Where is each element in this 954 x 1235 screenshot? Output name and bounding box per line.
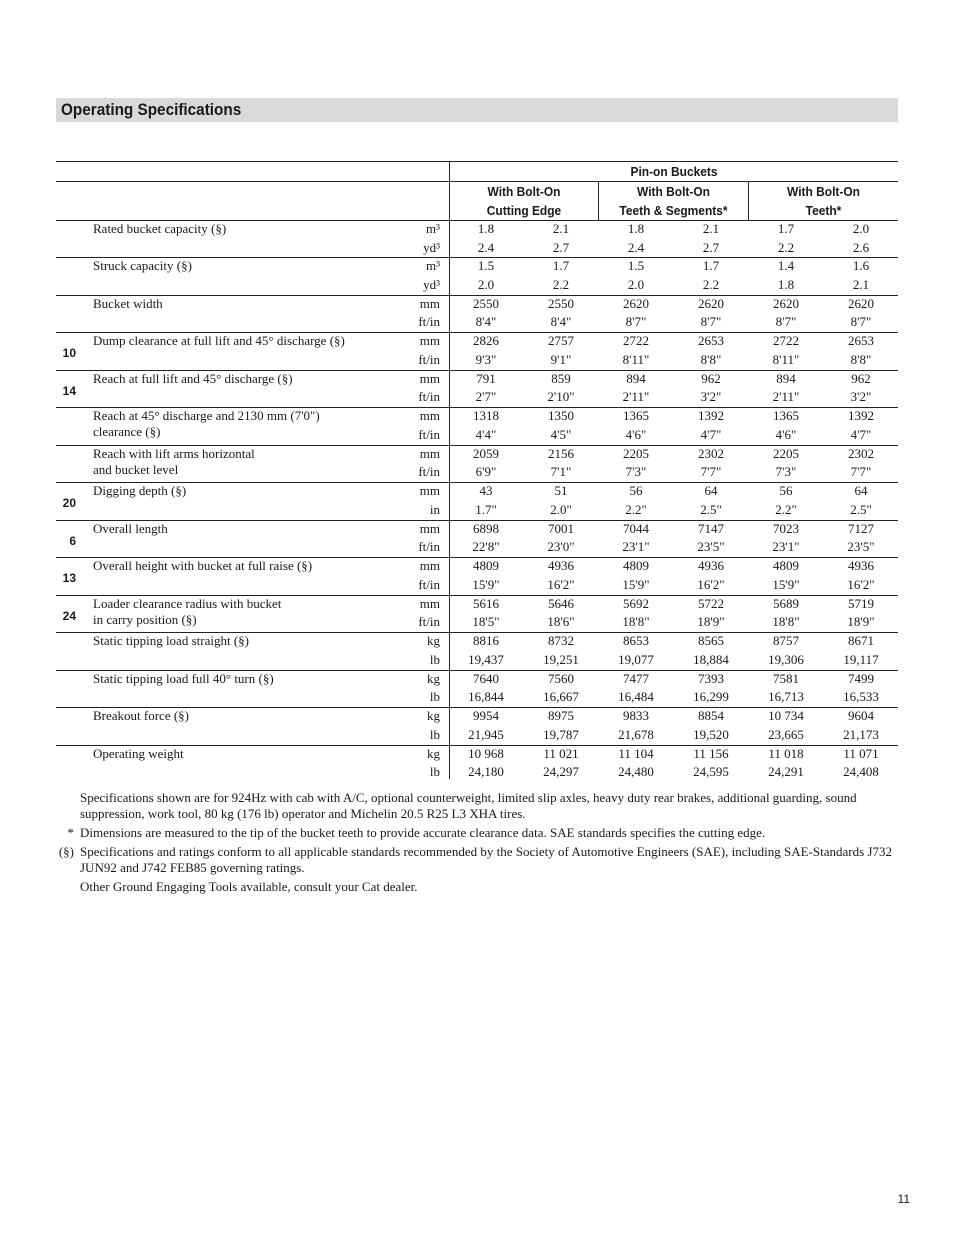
unit-label: mm bbox=[419, 370, 440, 386]
table-cell-value: 8'11" bbox=[622, 351, 650, 367]
unit-label: mm bbox=[419, 483, 440, 499]
table-cell-value: 8'8" bbox=[850, 351, 872, 367]
table-cell-value: 8854 bbox=[698, 708, 724, 724]
table-cell-value: 16'2" bbox=[547, 576, 575, 592]
table-cell-value: 8'7" bbox=[775, 314, 797, 330]
table-cell-value: 23'5" bbox=[847, 539, 875, 555]
table-cell-value: 9'3" bbox=[475, 351, 497, 367]
table-cell-value: 2.2 bbox=[552, 276, 570, 292]
table-cell-value: 8'11" bbox=[772, 351, 800, 367]
table-cell-value: 24,297 bbox=[543, 764, 579, 780]
table-cell-value: 1318 bbox=[473, 408, 499, 424]
table-cell-value: 859 bbox=[551, 370, 571, 386]
unit-label: yd³ bbox=[423, 276, 440, 292]
table-cell-value: 5689 bbox=[773, 595, 799, 611]
table-cell-value: 1.6 bbox=[852, 258, 870, 274]
table-cell-value: 19,117 bbox=[843, 651, 879, 667]
table-cell-value: 8'7" bbox=[700, 314, 722, 330]
table-cell-value: 1.8 bbox=[477, 221, 495, 236]
column-group-divider-1 bbox=[598, 181, 599, 220]
table-cell-value: 23,665 bbox=[768, 726, 804, 742]
unit-label: ft/in bbox=[418, 614, 440, 630]
table-cell-value: 8732 bbox=[548, 633, 574, 649]
column-header-cutting-edge-line2: Cutting Edge bbox=[486, 203, 562, 218]
table-cell-value: 2.5" bbox=[700, 501, 722, 517]
table-cell-value: 2.2 bbox=[702, 276, 720, 292]
table-cell-value: 894 bbox=[776, 370, 796, 386]
footnote-mark: * bbox=[67, 825, 74, 840]
table-cell-value: 7560 bbox=[548, 670, 574, 686]
table-cell-value: 7044 bbox=[623, 520, 649, 536]
unit-label: m³ bbox=[425, 258, 440, 274]
table-cell-value: 18'6" bbox=[547, 614, 575, 630]
unit-label: mm bbox=[419, 595, 440, 611]
table-cell-value: 2620 bbox=[698, 295, 724, 311]
table-cell-value: 16,299 bbox=[693, 689, 729, 705]
unit-label: ft/in bbox=[418, 539, 440, 555]
table-cell-value: 8'8" bbox=[700, 351, 722, 367]
table-cell-value: 8757 bbox=[773, 633, 799, 649]
unit-label: ft/in bbox=[418, 351, 440, 367]
unit-label: mm bbox=[419, 558, 440, 574]
table-cell-value: 2205 bbox=[773, 445, 799, 461]
table-cell-value: 5692 bbox=[623, 595, 649, 611]
unit-label: mm bbox=[419, 408, 440, 424]
table-cell-value: 1.8 bbox=[777, 276, 795, 292]
table-cell-value: 2'11" bbox=[772, 389, 800, 405]
table-cell-value: 8'7" bbox=[625, 314, 647, 330]
table-cell-value: 15'9" bbox=[472, 576, 500, 592]
table-cell-value: 1365 bbox=[623, 408, 649, 424]
table-cell-value: 7127 bbox=[848, 520, 874, 536]
unit-label: mm bbox=[419, 333, 440, 349]
table-cell-value: 2.6 bbox=[852, 239, 870, 255]
row-label: Digging depth (§) bbox=[93, 483, 187, 499]
table-cell-value: 23'1" bbox=[622, 539, 650, 555]
table-cell-value: 24,480 bbox=[618, 764, 654, 780]
footnote-section-sign bbox=[56, 844, 898, 876]
unit-label: ft/in bbox=[418, 576, 440, 592]
footnote-mark: (§) bbox=[58, 844, 74, 859]
table-cell-value: 2722 bbox=[623, 333, 649, 349]
table-cell-value: 2826 bbox=[473, 333, 499, 349]
table-cell-value: 5616 bbox=[473, 595, 499, 611]
row-label: Static tipping load full 40° turn (§) bbox=[93, 670, 274, 686]
table-cell-value: 4936 bbox=[848, 558, 874, 574]
unit-label: ft/in bbox=[418, 464, 440, 480]
table-cell-value: 7'1" bbox=[550, 464, 572, 480]
table-cell-value: 8653 bbox=[623, 633, 649, 649]
row-label: Operating weight bbox=[93, 745, 184, 761]
table-cell-value: 1.8 bbox=[627, 221, 645, 236]
table-cell-value: 8975 bbox=[548, 708, 574, 724]
dimension-reference-number: 10 bbox=[62, 346, 76, 361]
table-cell-value: 19,437 bbox=[468, 651, 504, 667]
table-cell-value: 3'2" bbox=[700, 389, 722, 405]
table-cell-value: 64 bbox=[854, 483, 868, 499]
footnote-text: Specifications and ratings conform to all applicable standards recommended by the Society of Automotive Engineers (SAE), including SAE-Standards J732 JUN92 and J742 FEB85 governing ratings. bbox=[80, 844, 892, 875]
table-cell-value: 2156 bbox=[548, 445, 574, 461]
table-cell-value: 4'5" bbox=[550, 426, 572, 442]
table-cell-value: 8'4" bbox=[550, 314, 572, 330]
table-cell-value: 16'2" bbox=[697, 576, 725, 592]
table-cell-value: 2302 bbox=[848, 445, 874, 461]
unit-label: yd³ bbox=[423, 239, 440, 255]
table-cell-value: 24,408 bbox=[843, 764, 879, 780]
table-cell-value: 7001 bbox=[548, 520, 574, 536]
table-cell-value: 7'3" bbox=[625, 464, 647, 480]
table-cell-value: 21,945 bbox=[468, 726, 504, 742]
table-cell-value: 4809 bbox=[623, 558, 649, 574]
table-cell-value: 962 bbox=[851, 370, 871, 386]
table-cell-value: 18'9" bbox=[697, 614, 725, 630]
table-cell-value: 7499 bbox=[848, 670, 874, 686]
table-cell-value: 1.7 bbox=[552, 258, 570, 274]
column-header-teeth-segments-line2: Teeth & Segments* bbox=[619, 203, 728, 218]
table-cell-value: 10 968 bbox=[468, 745, 504, 761]
table-cell-value: 2.4 bbox=[477, 239, 495, 255]
table-cell-value: 5719 bbox=[848, 595, 874, 611]
table-cell-value: 19,077 bbox=[618, 651, 654, 667]
table-cell-value: 2653 bbox=[698, 333, 724, 349]
row-label: Bucket width bbox=[93, 295, 163, 311]
column-header-cutting-edge-line1: With Bolt-On bbox=[487, 184, 561, 199]
table-cell-value: 2'10" bbox=[547, 389, 575, 405]
table-cell-value: 2.1 bbox=[552, 221, 570, 236]
row-label: Rated bucket capacity (§) bbox=[93, 221, 227, 236]
table-cell-value: 1.7 bbox=[777, 221, 795, 236]
table-cell-value: 7'3" bbox=[775, 464, 797, 480]
table-cell-value: 6'9" bbox=[475, 464, 497, 480]
group-header-pin-on-buckets: Pin-on Buckets bbox=[630, 164, 718, 179]
footnote-text: Specifications shown are for 924Hz with cab with A/C, optional counterweight, limited slip axles, heavy duty rear brakes, additional guarding, sound suppression, work tool, 80 kg (176 lb) operator and Michelin 20.5 R25 L3 XHA tires. bbox=[80, 790, 857, 821]
table-cell-value: 8'4" bbox=[475, 314, 497, 330]
unit-label: mm bbox=[419, 520, 440, 536]
table-cell-value: 2.1 bbox=[852, 276, 870, 292]
table-cell-value: 2550 bbox=[473, 295, 499, 311]
table-cell-value: 19,520 bbox=[693, 726, 729, 742]
row-label: Overall height with bucket at full raise (§) bbox=[93, 558, 313, 574]
table-cell-value: 2757 bbox=[548, 333, 574, 349]
row-label: Struck capacity (§) bbox=[93, 258, 192, 274]
table-cell-value: 3'2" bbox=[850, 389, 872, 405]
dimension-reference-number: 6 bbox=[69, 533, 76, 548]
table-cell-value: 15'9" bbox=[622, 576, 650, 592]
table-cell-value: 16'2" bbox=[847, 576, 875, 592]
table-cell-value: 1.5 bbox=[627, 258, 645, 274]
unit-label: lb bbox=[429, 651, 440, 667]
table-cell-value: 4'6" bbox=[625, 426, 647, 442]
table-cell-value: 16,844 bbox=[468, 689, 504, 705]
table-cell-value: 24,291 bbox=[768, 764, 804, 780]
table-cell-value: 2.2" bbox=[775, 501, 797, 517]
table-cell-value: 11 156 bbox=[693, 745, 729, 761]
table-cell-value: 43 bbox=[479, 483, 493, 499]
unit-label: kg bbox=[427, 745, 440, 761]
footnotes bbox=[56, 790, 898, 898]
table-cell-value: 15'9" bbox=[772, 576, 800, 592]
table-cell-value: 2'11" bbox=[622, 389, 650, 405]
table-cell-value: 9833 bbox=[623, 708, 649, 724]
unit-label: kg bbox=[427, 633, 440, 649]
table-cell-value: 2.7 bbox=[702, 239, 720, 255]
table-cell-value: 24,595 bbox=[693, 764, 729, 780]
table-cell-value: 8816 bbox=[473, 633, 499, 649]
table-cell-value: 11 021 bbox=[543, 745, 579, 761]
table-cell-value: 1.7" bbox=[475, 501, 497, 517]
table-cell-value: 791 bbox=[476, 370, 496, 386]
table-cell-value: 8565 bbox=[698, 633, 724, 649]
unit-label: kg bbox=[427, 708, 440, 724]
label-column-divider bbox=[449, 161, 450, 779]
table-cell-value: 23'1" bbox=[772, 539, 800, 555]
table-cell-value: 2620 bbox=[623, 295, 649, 311]
table-cell-value: 4'4" bbox=[475, 426, 497, 442]
dimension-reference-number: 13 bbox=[62, 571, 76, 586]
table-cell-value: 7'7" bbox=[700, 464, 722, 480]
table-cell-value: 4809 bbox=[773, 558, 799, 574]
table-cell-value: 56 bbox=[629, 483, 643, 499]
table-cell-value: 9'1" bbox=[550, 351, 572, 367]
table-cell-value: 8671 bbox=[848, 633, 874, 649]
table-cell-value: 5722 bbox=[698, 595, 724, 611]
table-cell-value: 21,173 bbox=[843, 726, 879, 742]
dimension-reference-number: 24 bbox=[62, 608, 76, 623]
row-label: Reach with lift arms horizontal and bucket level bbox=[93, 445, 255, 477]
table-cell-value: 1.7 bbox=[702, 258, 720, 274]
table-cell-value: 8'7" bbox=[850, 314, 872, 330]
table-cell-value: 7'7" bbox=[850, 464, 872, 480]
row-label: Overall length bbox=[93, 520, 168, 536]
unit-label: lb bbox=[429, 764, 440, 780]
table-cell-value: 2.2 bbox=[777, 239, 795, 255]
footnote-asterisk bbox=[56, 825, 898, 841]
row-label: Reach at 45° discharge and 2130 mm (7'0") clearance (§) bbox=[93, 408, 320, 440]
table-cell-value: 2.7 bbox=[552, 239, 570, 255]
table-cell-value: 24,180 bbox=[468, 764, 504, 780]
table-cell-value: 18,884 bbox=[693, 651, 729, 667]
table-cell-value: 11 018 bbox=[768, 745, 804, 761]
column-header-teeth-line2: Teeth* bbox=[805, 203, 842, 218]
table-cell-value: 11 104 bbox=[618, 745, 654, 761]
table-cell-value: 23'0" bbox=[547, 539, 575, 555]
table-cell-value: 18'9" bbox=[847, 614, 875, 630]
table-cell-value: 2.2" bbox=[625, 501, 647, 517]
table-cell-value: 16,533 bbox=[843, 689, 879, 705]
column-header-teeth-segments-line1: With Bolt-On bbox=[637, 184, 710, 199]
table-cell-value: 51 bbox=[554, 483, 568, 499]
footnote-general bbox=[56, 790, 898, 822]
unit-label: ft/in bbox=[418, 314, 440, 330]
table-cell-value: 7393 bbox=[698, 670, 724, 686]
table-cell-value: 16,713 bbox=[768, 689, 804, 705]
table-cell-value: 16,484 bbox=[618, 689, 654, 705]
table-cell-value: 7640 bbox=[473, 670, 499, 686]
unit-label: ft/in bbox=[418, 426, 440, 442]
unit-label: mm bbox=[419, 295, 440, 311]
row-label: Dump clearance at full lift and 45° discharge (§) bbox=[93, 333, 345, 349]
table-cell-value: 7477 bbox=[623, 670, 649, 686]
table-cell-value: 2.5" bbox=[850, 501, 872, 517]
table-cell-value: 18'8" bbox=[772, 614, 800, 630]
column-header-teeth-line1: With Bolt-On bbox=[787, 184, 860, 199]
table-cell-value: 2620 bbox=[848, 295, 874, 311]
table-cell-value: 2653 bbox=[848, 333, 874, 349]
table-cell-value: 1350 bbox=[548, 408, 574, 424]
table-cell-value: 2.0 bbox=[477, 276, 495, 292]
row-label: Reach at full lift and 45° discharge (§) bbox=[93, 370, 293, 386]
table-cell-value: 2'7" bbox=[475, 389, 497, 405]
table-cell-value: 56 bbox=[779, 483, 793, 499]
operating-specifications-table bbox=[56, 0, 898, 780]
table-cell-value: 4'6" bbox=[775, 426, 797, 442]
page-title: Operating Specifications bbox=[61, 100, 242, 119]
footnote-text: Other Ground Engaging Tools available, consult your Cat dealer. bbox=[80, 879, 418, 894]
table-cell-value: 1392 bbox=[848, 408, 874, 424]
unit-label: lb bbox=[429, 689, 440, 705]
table-cell-value: 19,306 bbox=[768, 651, 804, 667]
table-cell-value: 2.0 bbox=[627, 276, 645, 292]
table-cell-value: 4936 bbox=[698, 558, 724, 574]
unit-label: mm bbox=[419, 445, 440, 461]
table-cell-value: 7147 bbox=[698, 520, 724, 536]
table-cell-value: 2302 bbox=[698, 445, 724, 461]
footnote-text: Dimensions are measured to the tip of the bucket teeth to provide accurate clearance data. SAE standards specifies the cutting edge. bbox=[80, 825, 766, 840]
dimension-reference-number: 20 bbox=[62, 496, 76, 511]
table-cell-value: 2620 bbox=[773, 295, 799, 311]
table-cell-value: 4936 bbox=[548, 558, 574, 574]
table-cell-value: 2205 bbox=[623, 445, 649, 461]
page-number: 11 bbox=[897, 1192, 910, 1206]
dimension-reference-number: 14 bbox=[62, 383, 76, 398]
table-cell-value: 2550 bbox=[548, 295, 574, 311]
unit-label: kg bbox=[427, 670, 440, 686]
table-cell-value: 5646 bbox=[548, 595, 574, 611]
table-cell-value: 22'8" bbox=[472, 539, 500, 555]
table-cell-value: 23'5" bbox=[697, 539, 725, 555]
table-cell-value: 4'7" bbox=[850, 426, 872, 442]
row-label: Static tipping load straight (§) bbox=[93, 633, 249, 649]
table-cell-value: 1365 bbox=[773, 408, 799, 424]
footnote-get-tools bbox=[56, 879, 898, 895]
table-cell-value: 4'7" bbox=[700, 426, 722, 442]
table-cell-value: 9954 bbox=[473, 708, 499, 724]
table-cell-value: 4809 bbox=[473, 558, 499, 574]
table-cell-value: 2.0 bbox=[852, 221, 870, 236]
table-cell-value: 18'8" bbox=[622, 614, 650, 630]
table-cell-value: 21,678 bbox=[618, 726, 654, 742]
row-label: Breakout force (§) bbox=[93, 708, 190, 724]
table-cell-value: 2722 bbox=[773, 333, 799, 349]
table-cell-value: 10 734 bbox=[768, 708, 804, 724]
table-cell-value: 9604 bbox=[848, 708, 874, 724]
table-cell-value: 2.1 bbox=[702, 221, 720, 236]
table-cell-value: 11 071 bbox=[843, 745, 879, 761]
table-cell-value: 1.4 bbox=[777, 258, 795, 274]
table-cell-value: 19,787 bbox=[543, 726, 579, 742]
table-cell-value: 894 bbox=[626, 370, 646, 386]
table-cell-value: 16,667 bbox=[543, 689, 579, 705]
unit-label: in bbox=[429, 501, 440, 517]
table-cell-value: 7023 bbox=[773, 520, 799, 536]
table-cell-value: 2.4 bbox=[627, 239, 645, 255]
unit-label: m³ bbox=[425, 221, 440, 236]
table-cell-value: 18'5" bbox=[472, 614, 500, 630]
table-cell-value: 962 bbox=[701, 370, 721, 386]
unit-label: ft/in bbox=[418, 389, 440, 405]
table-cell-value: 1392 bbox=[698, 408, 724, 424]
table-cell-value: 1.5 bbox=[477, 258, 495, 274]
table-cell-value: 2.0" bbox=[550, 501, 572, 517]
row-label: Loader clearance radius with bucket in carry position (§) bbox=[93, 595, 282, 627]
column-group-divider-2 bbox=[748, 181, 749, 220]
table-cell-value: 64 bbox=[704, 483, 718, 499]
table-cell-value: 19,251 bbox=[543, 651, 579, 667]
unit-label: lb bbox=[429, 726, 440, 742]
table-cell-value: 7581 bbox=[773, 670, 799, 686]
table-cell-value: 2059 bbox=[473, 445, 499, 461]
table-cell-value: 6898 bbox=[473, 520, 499, 536]
